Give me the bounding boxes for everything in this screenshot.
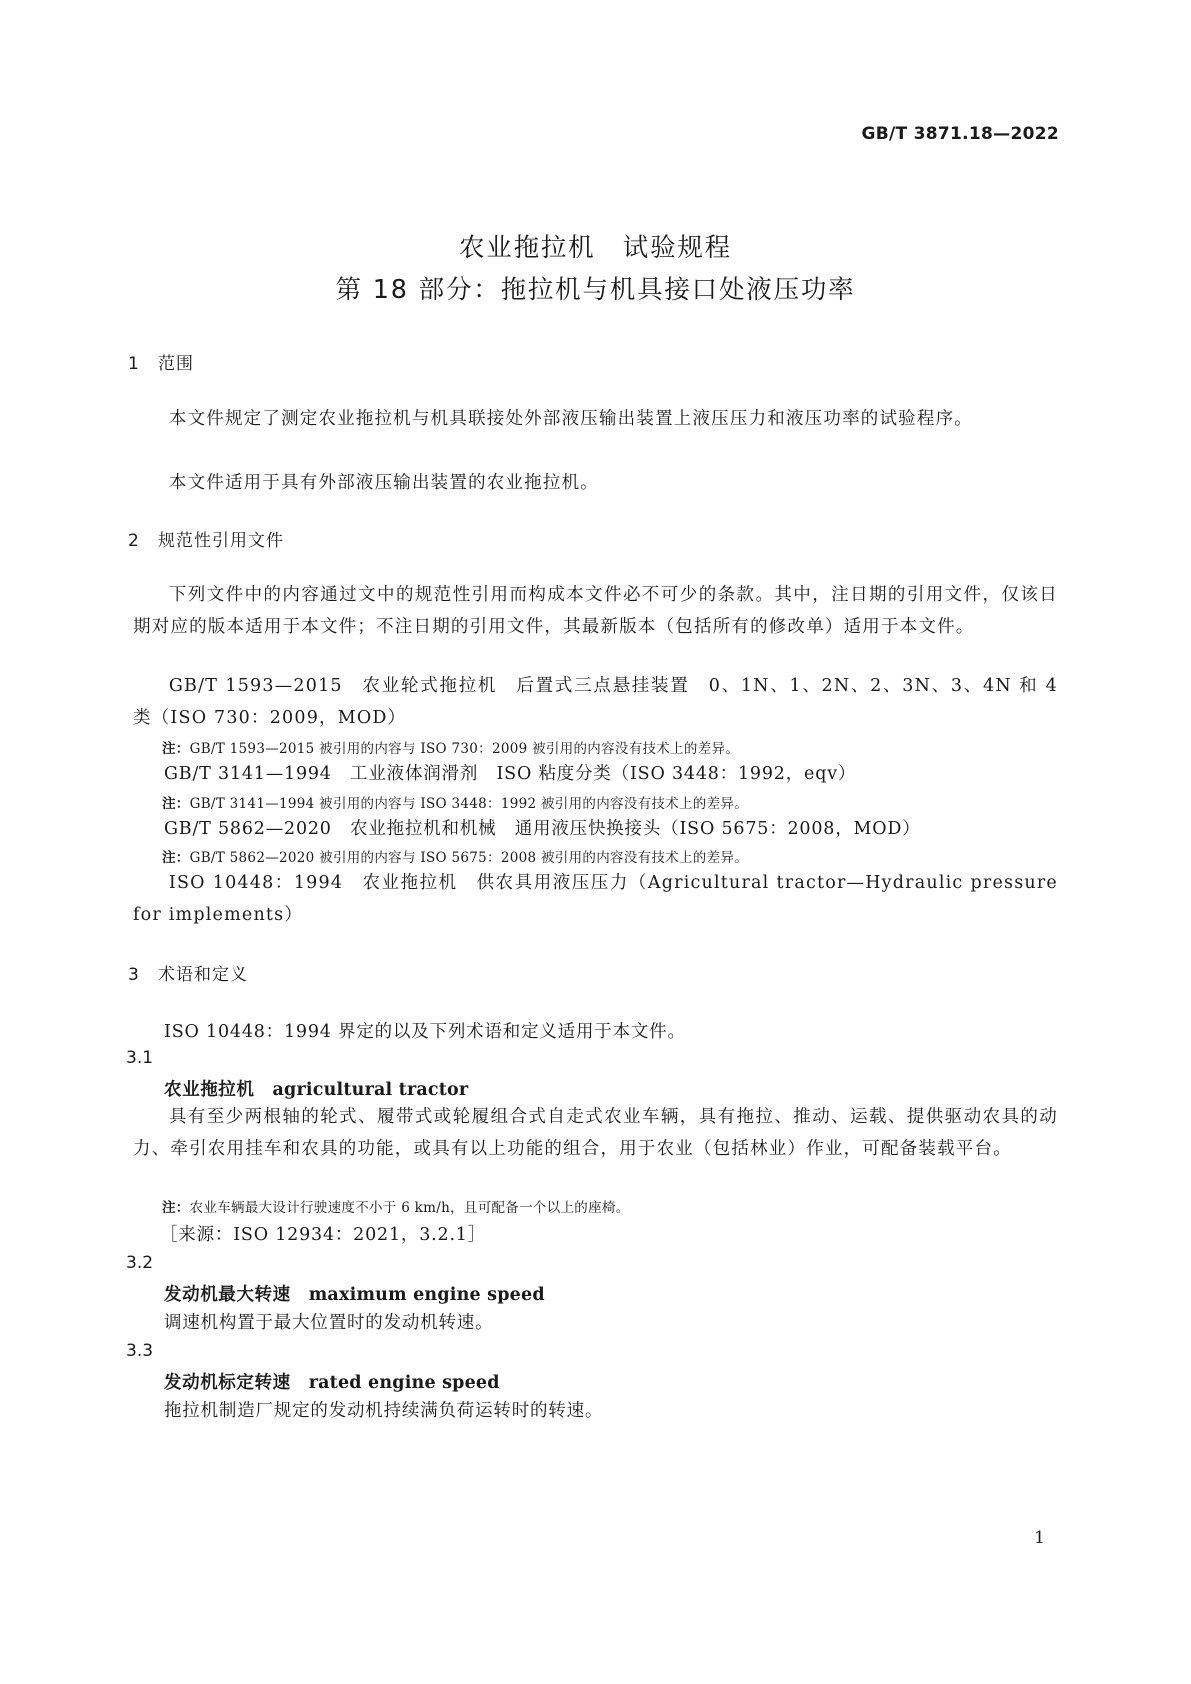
paragraph: 本文件规定了测定农业拖拉机与机具联接处外部液压输出装置上液压压力和液压功率的试验程序。 [168, 409, 973, 429]
note [162, 792, 748, 812]
note-label: 注： [162, 850, 190, 866]
term-zh: 发动机标定转速 [164, 1373, 291, 1393]
term-definition: 拖拉机制造厂规定的发动机持续满负荷运转时的转速。 [164, 1401, 604, 1421]
term-en: rated engine speed [308, 1373, 500, 1393]
term-definition: 调速机构置于最大位置时的发动机转速。 [164, 1313, 494, 1333]
term-en: agricultural tractor [272, 1080, 469, 1100]
term-title [164, 1076, 468, 1101]
note [162, 737, 739, 757]
section-title: 规范性引用文件 [158, 531, 284, 551]
note-label: 注： [162, 741, 190, 757]
note-text: GB/T 3141—1994 被引用的内容与 ISO 3448：1992 被引用的内容没有技术上的差异。 [189, 796, 748, 812]
note-label: 注： [162, 796, 190, 812]
term-number: 3.3 [126, 1341, 154, 1361]
note-text: GB/T 5862—2020 被引用的内容与 ISO 5675：2008 被引用的内容没有技术上的差异。 [189, 850, 748, 866]
term-number: 3.1 [126, 1048, 154, 1068]
section-2-heading [128, 526, 284, 551]
term-zh: 农业拖拉机 [164, 1080, 255, 1100]
term-source: ［来源：ISO 12934：2021，3.2.1］ [160, 1225, 487, 1245]
note [162, 846, 748, 866]
document-title-line1: 农业拖拉机 试验规程 [458, 233, 732, 263]
term-zh: 发动机最大转速 [164, 1285, 291, 1305]
term-number: 3.2 [126, 1253, 154, 1273]
reference-item: GB/T 3141—1994 工业液体润滑剂 ISO 粘度分类（ISO 3448：1992，eqv） [164, 764, 857, 784]
standard-number: GB/T 3871.18—2022 [861, 124, 1059, 144]
reference-item: GB/T 1593—2015 农业轮式拖拉机 后置式三点悬挂装置 0、1N、1、2N、2、3N、3、4N 和 4 类（ISO 730：2009，MOD） [133, 676, 1058, 728]
section-title: 术语和定义 [158, 965, 248, 985]
note-text: GB/T 1593—2015 被引用的内容与 ISO 730：2009 被引用的内容没有技术上的差异。 [189, 741, 740, 757]
section-number: 2 [128, 531, 140, 551]
note [162, 1196, 630, 1216]
document-title-line2: 第 18 部分：拖拉机与机具接口处液压功率 [335, 275, 856, 305]
section-1-heading [128, 349, 194, 374]
reference-item: GB/T 5862—2020 农业拖拉机和机械 通用液压快换接头（ISO 5675：2008，MOD） [164, 819, 921, 839]
note-text: 农业车辆最大设计行驶速度不小于 6 km/h，且可配备一个以上的座椅。 [189, 1200, 630, 1216]
paragraph: 下列文件中的内容通过文中的规范性引用而构成本文件必不可少的条款。其中，注日期的引用文件，仅该日期对应的版本适用于本文件；不注日期的引用文件，其最新版本（包括所有的修改单）适用于本文件。 [133, 585, 1058, 637]
paragraph: 本文件适用于具有外部液压输出装置的农业拖拉机。 [168, 473, 599, 493]
note-label: 注： [162, 1200, 190, 1216]
term-title [164, 1369, 500, 1394]
section-3-heading [128, 960, 248, 985]
reference-item: ISO 10448：1994 农业拖拉机 供农具用液压压力（Agricultural tractor—Hydraulic pressure for implements） [133, 873, 1058, 925]
term-definition: 具有至少两根轴的轮式、履带式或轮履组合式自走式农业车辆，具有拖拉、推动、运载、提供驱动农具的动力、牵引农用挂车和农具的功能，或具有以上功能的组合，用于农业（包括林业）作业，可配备装载平台。 [133, 1107, 1058, 1159]
section-number: 3 [128, 965, 140, 985]
term-title [164, 1281, 545, 1306]
page-number: 1 [1034, 1528, 1045, 1548]
term-en: maximum engine speed [308, 1285, 545, 1305]
section-number: 1 [128, 354, 140, 374]
paragraph: ISO 10448：1994 界定的以及下列术语和定义适用于本文件。 [164, 1022, 686, 1042]
section-title: 范围 [158, 354, 194, 374]
